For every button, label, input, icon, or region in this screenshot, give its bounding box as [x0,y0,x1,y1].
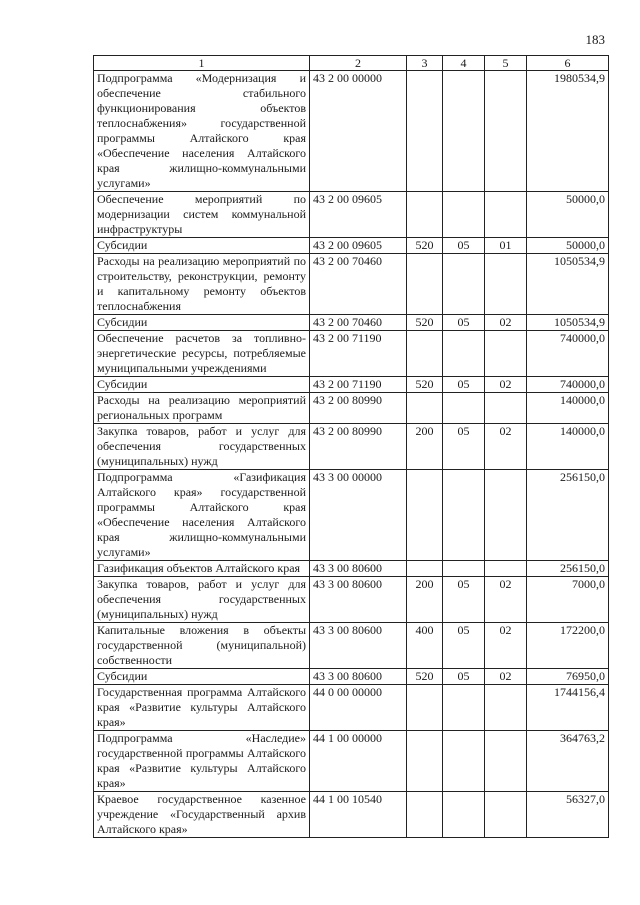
row-name: Закупка товаров, работ и услуг для обеспечения государственных (муниципальных) нужд [94,577,310,623]
row-section [443,192,485,238]
row-amount: 740000,0 [527,331,609,377]
row-subsection [485,254,527,315]
row-subsection [485,393,527,424]
table-row [94,238,609,254]
row-code: 43 2 00 80990 [310,393,407,424]
row-name: Расходы на реализацию мероприятий по строительству, реконструкции, ремонту и капитальному ремонту объектов теплоснабжения [94,254,310,315]
row-section: 05 [443,238,485,254]
row-section [443,731,485,792]
row-name: Субсидии [94,315,310,331]
row-name: Субсидии [94,238,310,254]
row-section: 05 [443,315,485,331]
row-section [443,71,485,192]
column-header: 1 [94,56,310,71]
row-name: Капитальные вложения в объекты государственной (муниципальной) собственности [94,623,310,669]
row-subsection: 02 [485,424,527,470]
row-expense-type: 520 [407,377,443,393]
row-section [443,393,485,424]
table-row [94,71,609,192]
row-expense-type [407,71,443,192]
row-expense-type: 520 [407,315,443,331]
table-row [94,792,609,838]
row-expense-type [407,470,443,561]
row-code: 43 2 00 70460 [310,254,407,315]
row-amount: 172200,0 [527,623,609,669]
row-name: Расходы на реализацию мероприятий региональных программ [94,393,310,424]
row-subsection [485,331,527,377]
row-amount: 50000,0 [527,192,609,238]
row-section: 05 [443,577,485,623]
column-header: 3 [407,56,443,71]
row-code: 43 3 00 80600 [310,577,407,623]
row-code: 43 2 00 00000 [310,71,407,192]
table-row [94,315,609,331]
row-expense-type [407,685,443,731]
row-expense-type [407,393,443,424]
table-row [94,393,609,424]
row-amount: 1980534,9 [527,71,609,192]
row-section [443,254,485,315]
row-expense-type: 520 [407,238,443,254]
row-name: Обеспечение мероприятий по модернизации систем коммунальной инфраструктуры [94,192,310,238]
row-expense-type [407,331,443,377]
row-name: Государственная программа Алтайского края «Развитие культуры Алтайского края» [94,685,310,731]
table-row [94,731,609,792]
row-code: 43 2 00 71190 [310,331,407,377]
page-number: 183 [585,32,605,47]
row-amount: 256150,0 [527,470,609,561]
row-amount: 56327,0 [527,792,609,838]
column-header: 5 [485,56,527,71]
row-expense-type [407,792,443,838]
column-header: 6 [527,56,609,71]
table-row [94,424,609,470]
budget-table [93,55,609,838]
row-name: Обеспечение расчетов за топливно-энергетические ресурсы, потребляемые муниципальными учреждениями [94,331,310,377]
row-name: Газификация объектов Алтайского края [94,561,310,577]
row-expense-type [407,561,443,577]
row-name: Закупка товаров, работ и услуг для обеспечения государственных (муниципальных) нужд [94,424,310,470]
row-section: 05 [443,377,485,393]
row-section [443,331,485,377]
row-expense-type [407,731,443,792]
row-section [443,470,485,561]
row-section: 05 [443,424,485,470]
row-expense-type [407,192,443,238]
row-amount: 50000,0 [527,238,609,254]
row-expense-type: 520 [407,669,443,685]
row-code: 43 2 00 80990 [310,424,407,470]
row-code: 43 2 00 09605 [310,192,407,238]
row-subsection: 01 [485,238,527,254]
row-name: Подпрограмма «Модернизация и обеспечение стабильного функционирования объектов теплоснабжения» государственной программы Алтайского края «Обеспечение населения Алтайского края жилищно-коммунальными услугами» [94,71,310,192]
row-subsection: 02 [485,623,527,669]
column-header: 2 [310,56,407,71]
row-code: 43 3 00 80600 [310,561,407,577]
row-code: 43 3 00 80600 [310,669,407,685]
row-section: 05 [443,623,485,669]
row-amount: 1050534,9 [527,254,609,315]
row-name: Подпрограмма «Газификация Алтайского края» государственной программы Алтайского края «Обеспечение населения Алтайского края жилищно-коммунальными услугами» [94,470,310,561]
row-subsection: 02 [485,577,527,623]
table-row [94,331,609,377]
row-expense-type: 200 [407,577,443,623]
row-subsection [485,731,527,792]
row-amount: 140000,0 [527,393,609,424]
table-row [94,623,609,669]
table-row [94,669,609,685]
row-subsection [485,792,527,838]
row-name: Подпрограмма «Наследие» государственной программы Алтайского края «Развитие культуры Алтайского края» [94,731,310,792]
column-header: 4 [443,56,485,71]
row-code: 43 3 00 80600 [310,623,407,669]
row-amount: 1050534,9 [527,315,609,331]
table-row [94,561,609,577]
row-code: 43 2 00 09605 [310,238,407,254]
row-section: 05 [443,669,485,685]
row-subsection: 02 [485,315,527,331]
row-amount: 76950,0 [527,669,609,685]
row-amount: 740000,0 [527,377,609,393]
row-subsection [485,685,527,731]
row-expense-type [407,254,443,315]
row-subsection: 02 [485,669,527,685]
table-row [94,470,609,561]
table-row [94,685,609,731]
row-code: 43 3 00 00000 [310,470,407,561]
row-subsection [485,192,527,238]
table-row [94,577,609,623]
row-code: 44 1 00 10540 [310,792,407,838]
row-section [443,792,485,838]
row-code: 43 2 00 70460 [310,315,407,331]
row-amount: 7000,0 [527,577,609,623]
row-amount: 1744156,4 [527,685,609,731]
row-section [443,561,485,577]
table-header-row [94,56,609,71]
row-code: 44 0 00 00000 [310,685,407,731]
row-code: 43 2 00 71190 [310,377,407,393]
row-section [443,685,485,731]
row-subsection [485,71,527,192]
row-name: Субсидии [94,669,310,685]
row-amount: 364763,2 [527,731,609,792]
row-name: Краевое государственное казенное учреждение «Государственный архив Алтайского края» [94,792,310,838]
table-row [94,254,609,315]
row-code: 44 1 00 00000 [310,731,407,792]
row-amount: 256150,0 [527,561,609,577]
row-subsection: 02 [485,377,527,393]
row-name: Субсидии [94,377,310,393]
row-amount: 140000,0 [527,424,609,470]
row-subsection [485,470,527,561]
row-expense-type: 400 [407,623,443,669]
row-expense-type: 200 [407,424,443,470]
table-row [94,377,609,393]
row-subsection [485,561,527,577]
table-row [94,192,609,238]
